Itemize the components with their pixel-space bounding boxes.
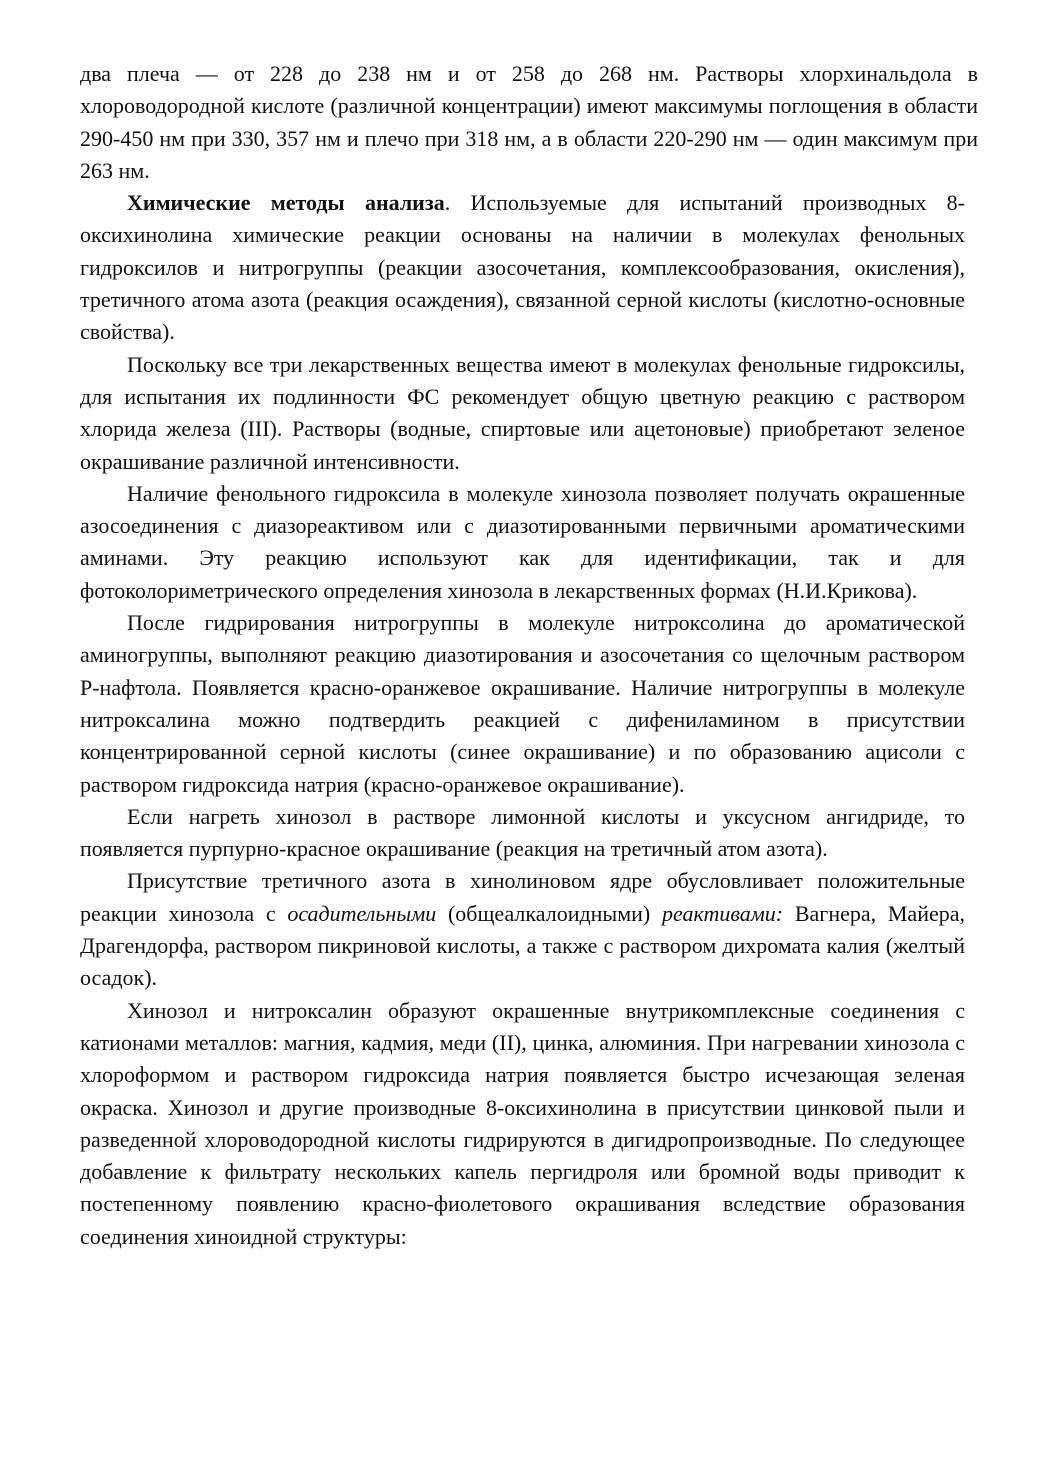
paragraph-nitro-group: После гидрирования нитрогруппы в молекуле нитроксолина до ароматической аминогруппы, выполняют реакцию диазотирования и азосочетания со щелочным раствором Р-нафтола. Появляется красно-оранжевое окрашивание. Наличие нитрогруппы в молекуле нитроксалина можно подтвердить реакцией с дифениламином в присутствии концентрированной серной кислоты (синее окрашивание) и по образованию ацисоли с раствором гидроксида натрия (красно-оранжевое окрашивание). (80, 610, 965, 797)
paragraph-precipitation-text-a: Присутствие третичного азота в хинолиновом ядре обусловливает положительные реакции хинозола с (80, 868, 965, 926)
paragraph-chemical-methods-text: . Используемые для испытаний производных 8-оксихинолина химические реакции основаны на наличии в молекулах фенольных гидроксилов и нитрогруппы (реакции азосочетания, комплексообразования, окисления), третичного атома азота (реакция осаждения), связанной серной кислоты (кислотно-основные свойства). (80, 190, 965, 345)
paragraph-precipitation-reagents (80, 865, 965, 994)
paragraph-iron-chloride-reaction: Поскольку все три лекарственных вещества имеют в молекулах фенольные гидроксилы, для испытания их подлинности ФС рекомендует общую цветную реакцию с раствором хлорида железа (III). Растворы (водные, спиртовые или ацетоновые) приобретают зеленое окрашивание различной интенсивности. (80, 351, 965, 474)
paragraph-metal-complexes: Хинозол и нитроксалин образуют окрашенные внутрикомплексные соединения с катионами металлов: магния, кадмия, меди (II), цинка, алюминия. При нагревании хинозола с хлороформом и раствором гидроксида натрия появляется быстро исчезающая зеленая окраска. Хинозол и другие производные 8-оксихинолина в присутствии цинковой пыли и разведенной хлороводородной кислоты гидрируются в дигидропроизводные. По следующее добавление к фильтрату нескольких капель пергидроля или бромной воды приводит к постепенному появлению красно-фиолетового окрашивания вследствие образования соединения хиноидной структуры: (80, 997, 965, 1249)
italic-term-precipitating: осадительными (287, 900, 437, 926)
italic-term-reagents: реактивами: (661, 900, 784, 926)
document-page (80, 58, 978, 1253)
paragraph-precipitation-text-c: Вагнера, Майера, Драгендорфа, раствором пикриновой кислоты, а также с раствором дихромата калия (желтый осадок). (80, 900, 965, 991)
paragraph-citric-acid-reaction: Если нагреть хинозол в растворе лимонной кислоты и уксусном ангидриде, то появляется пурпурно-красное окрашивание (реакция на третичный атом азота). (80, 803, 965, 862)
section-heading-chemical-methods: Химические методы анализа (127, 190, 445, 216)
paragraph-chemical-methods (80, 187, 965, 348)
paragraph-uv-spectra: два плеча — от 228 до 238 нм и от 258 до 268 нм. Растворы хлорхинальдола в хлороводородной кислоте (различной концентрации) имеют максимумы поглощения в области 290-450 нм при 330, 357 нм и плечо при 318 нм, а в области 220-290 нм — один максимум при 263 нм. (80, 61, 978, 183)
paragraph-precipitation-text-b: (общеалкалоидными) (436, 900, 662, 926)
paragraph-azo-coupling: Наличие фенольного гидроксила в молекуле хинозола позволяет получать окрашенные азосоединения с диазореактивом или с диазотированными первичными ароматическими аминами. Эту реакцию используют как для идентификации, так и для фотоколориметрического определения хинозола в лекарственных формах (Н.И.Крикова). (80, 480, 965, 603)
